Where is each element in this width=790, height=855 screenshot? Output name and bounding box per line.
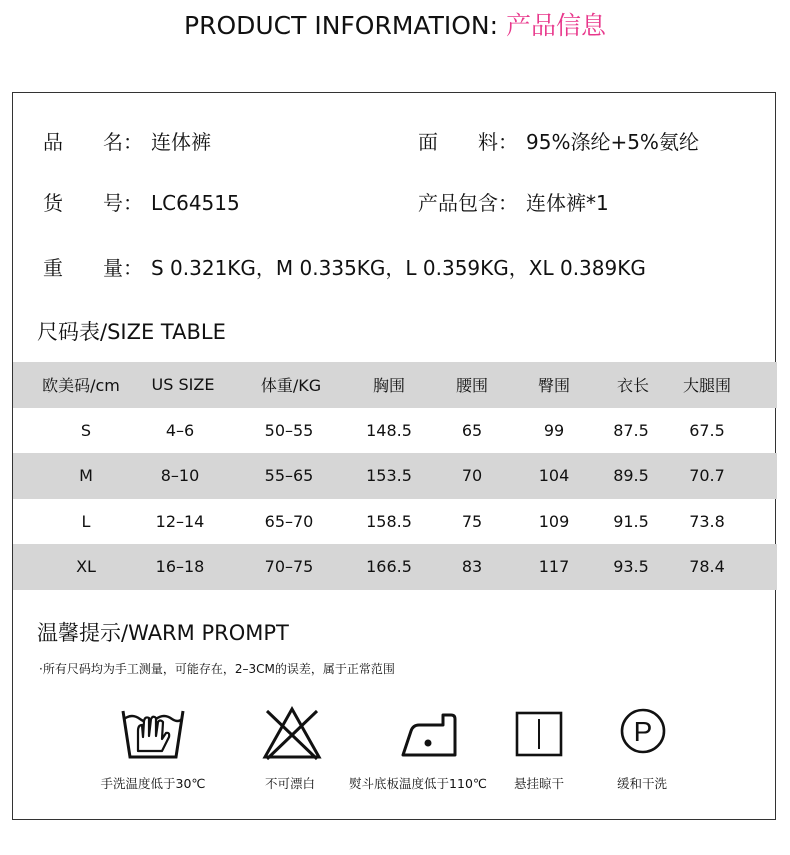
size-cell: 99	[543, 420, 565, 440]
size-cell: 153.5	[366, 466, 412, 486]
care-label-dry-clean: 缓和干洗	[616, 776, 668, 791]
size-cell: 65	[461, 420, 483, 440]
info-name-label: 品 名	[43, 130, 123, 154]
size-header-cell: 胸围	[372, 376, 406, 396]
warm-prompt-title: 温馨提示/WARM PROMPT	[37, 621, 289, 645]
care-label-hand-wash: 手洗温度低于30℃	[100, 776, 206, 791]
size-table-title: 尺码表/SIZE TABLE	[37, 320, 226, 344]
care-label-hang-dry: 悬挂晾干	[513, 776, 565, 791]
info-fabric-colon: ：	[498, 130, 518, 154]
care-label-iron: 熨斗底板温度低于110℃	[349, 776, 487, 791]
size-cell: XL	[76, 557, 96, 577]
size-cell: 158.5	[366, 511, 412, 531]
size-header-cell: 欧美码/cm	[42, 376, 120, 396]
size-header-cell: 体重/KG	[260, 376, 322, 396]
size-cell: 91.5	[613, 511, 649, 531]
table-row	[13, 544, 777, 590]
size-cell: 67.5	[689, 420, 725, 440]
info-contents-colon: ：	[498, 191, 518, 215]
info-fabric	[418, 129, 699, 155]
page-header	[0, 10, 790, 42]
size-cell: 104	[538, 466, 570, 486]
info-weight-value: S 0.321KG，M 0.335KG，L 0.359KG，XL 0.389KG	[151, 256, 646, 280]
size-cell: 55–65	[264, 466, 314, 486]
size-cell: 87.5	[613, 420, 649, 440]
size-cell: 148.5	[366, 420, 412, 440]
size-table	[13, 362, 777, 590]
info-fabric-value: 95%涤纶+5%氨纶	[526, 130, 699, 154]
size-cell: 75	[461, 511, 483, 531]
size-cell: 166.5	[366, 557, 412, 577]
size-cell: 109	[538, 511, 570, 531]
product-info-panel	[12, 92, 776, 820]
info-contents-label: 产品包含	[418, 191, 498, 215]
hang-dry-icon	[513, 705, 565, 763]
size-header-cell: 大腿围	[682, 376, 732, 396]
info-weight-label: 重 量	[43, 256, 123, 280]
info-item-no-value: LC64515	[151, 191, 240, 215]
info-item-no	[43, 190, 240, 216]
table-row	[13, 499, 777, 545]
size-header-cell: US SIZE	[151, 375, 215, 395]
size-cell: 12–14	[155, 511, 205, 531]
size-cell: 50–55	[264, 420, 314, 440]
dry-clean-icon	[616, 705, 670, 763]
info-item-no-colon: ：	[123, 191, 143, 215]
size-header-cell: 腰围	[455, 376, 489, 396]
size-cell: 70–75	[264, 557, 314, 577]
info-weight-colon: ：	[123, 256, 143, 280]
info-name-colon: ：	[123, 130, 143, 154]
info-name	[43, 129, 211, 155]
size-cell: 89.5	[613, 466, 649, 486]
info-weight	[43, 255, 646, 281]
size-cell: 70	[461, 466, 483, 486]
no-bleach-icon	[261, 705, 323, 763]
size-cell: 4–6	[165, 420, 195, 440]
size-cell: 93.5	[613, 557, 649, 577]
size-table-header-row	[13, 362, 777, 408]
care-label-no-bleach: 不可漂白	[264, 776, 316, 791]
size-cell: 117	[538, 557, 570, 577]
size-cell: S	[80, 420, 92, 440]
size-cell: 8–10	[160, 466, 200, 486]
size-cell: 78.4	[689, 557, 725, 577]
size-cell: 70.7	[689, 466, 725, 486]
info-contents-value: 连体裤*1	[526, 191, 609, 215]
size-header-cell: 衣长	[616, 376, 650, 396]
table-row	[13, 453, 777, 499]
size-cell: 83	[461, 557, 483, 577]
size-cell: 65–70	[264, 511, 314, 531]
hand-wash-icon	[120, 705, 186, 763]
measurement-note: ·所有尺码均为手工测量，可能存在，2–3CM的误差，属于正常范围	[39, 662, 395, 676]
header-title-cn: 产品信息	[505, 11, 606, 40]
info-contents	[418, 190, 609, 216]
dry-clean-symbol: P	[633, 716, 653, 747]
size-cell: M	[79, 466, 93, 486]
size-cell: L	[81, 511, 91, 531]
iron-icon	[399, 705, 461, 763]
table-row	[13, 408, 777, 454]
header-title-en: PRODUCT INFORMATION:	[184, 11, 499, 40]
size-cell: 16–18	[155, 557, 205, 577]
info-name-value: 连体裤	[151, 130, 211, 154]
size-header-cell: 臀围	[537, 376, 571, 396]
info-fabric-label: 面 料	[418, 130, 498, 154]
info-item-no-label: 货 号	[43, 191, 123, 215]
size-cell: 73.8	[689, 511, 725, 531]
